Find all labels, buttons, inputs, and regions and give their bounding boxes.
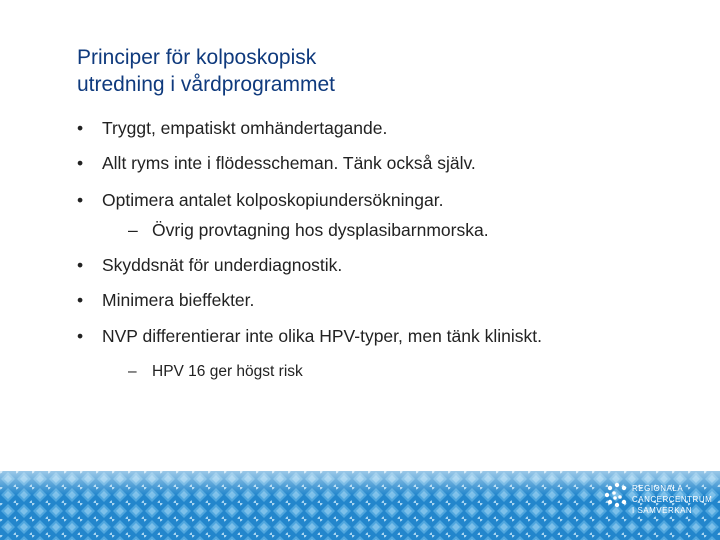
bullet-text: Skyddsnät för underdiagnostik. xyxy=(102,255,343,275)
title-line-2: utredning i vårdprogrammet xyxy=(77,73,335,96)
bullet-marker: • xyxy=(77,326,84,346)
bullet-marker: • xyxy=(77,118,84,138)
bullet-text: Tryggt, empatiskt omhändertagande. xyxy=(102,118,388,138)
bullet-item xyxy=(77,190,443,211)
bullet-marker: • xyxy=(77,190,84,210)
slide-title xyxy=(77,44,637,98)
bullet-item xyxy=(77,326,542,347)
sub-bullet-marker: – xyxy=(128,220,138,240)
bullet-item xyxy=(77,153,476,174)
sub-bullet-marker: – xyxy=(128,363,137,380)
sub-bullet-text: Övrig provtagning hos dysplasibarnmorska. xyxy=(152,220,489,240)
bullet-text: NVP differentierar inte olika HPV-typer, men tänk kliniskt. xyxy=(102,326,542,346)
bullet-item xyxy=(77,255,342,276)
bullet-text: Minimera bieffekter. xyxy=(102,290,255,310)
sub-bullet-item xyxy=(128,220,489,241)
bullet-text: Allt ryms inte i flödesscheman. Tänk också själv. xyxy=(102,153,476,173)
bullet-item xyxy=(77,118,387,139)
title-line-1: Principer för kolposkopisk xyxy=(77,46,317,69)
bullet-marker: • xyxy=(77,153,84,173)
bullet-marker: • xyxy=(77,255,84,275)
bullet-text: Optimera antalet kolposkopiundersökningar. xyxy=(102,190,444,210)
bullet-marker: • xyxy=(77,290,84,310)
sub-bullet-item xyxy=(128,363,303,381)
logo-line-3: I SAMVERKAN xyxy=(632,506,693,515)
logo-line-2: CANCERCENTRUM xyxy=(632,495,713,504)
rcc-logo-icon xyxy=(604,482,630,508)
sub-bullet-text: HPV 16 ger högst risk xyxy=(152,363,303,380)
bullet-item xyxy=(77,290,254,311)
logo-line-1: REGIONALA xyxy=(632,484,684,493)
rcc-logo-text xyxy=(632,483,712,516)
